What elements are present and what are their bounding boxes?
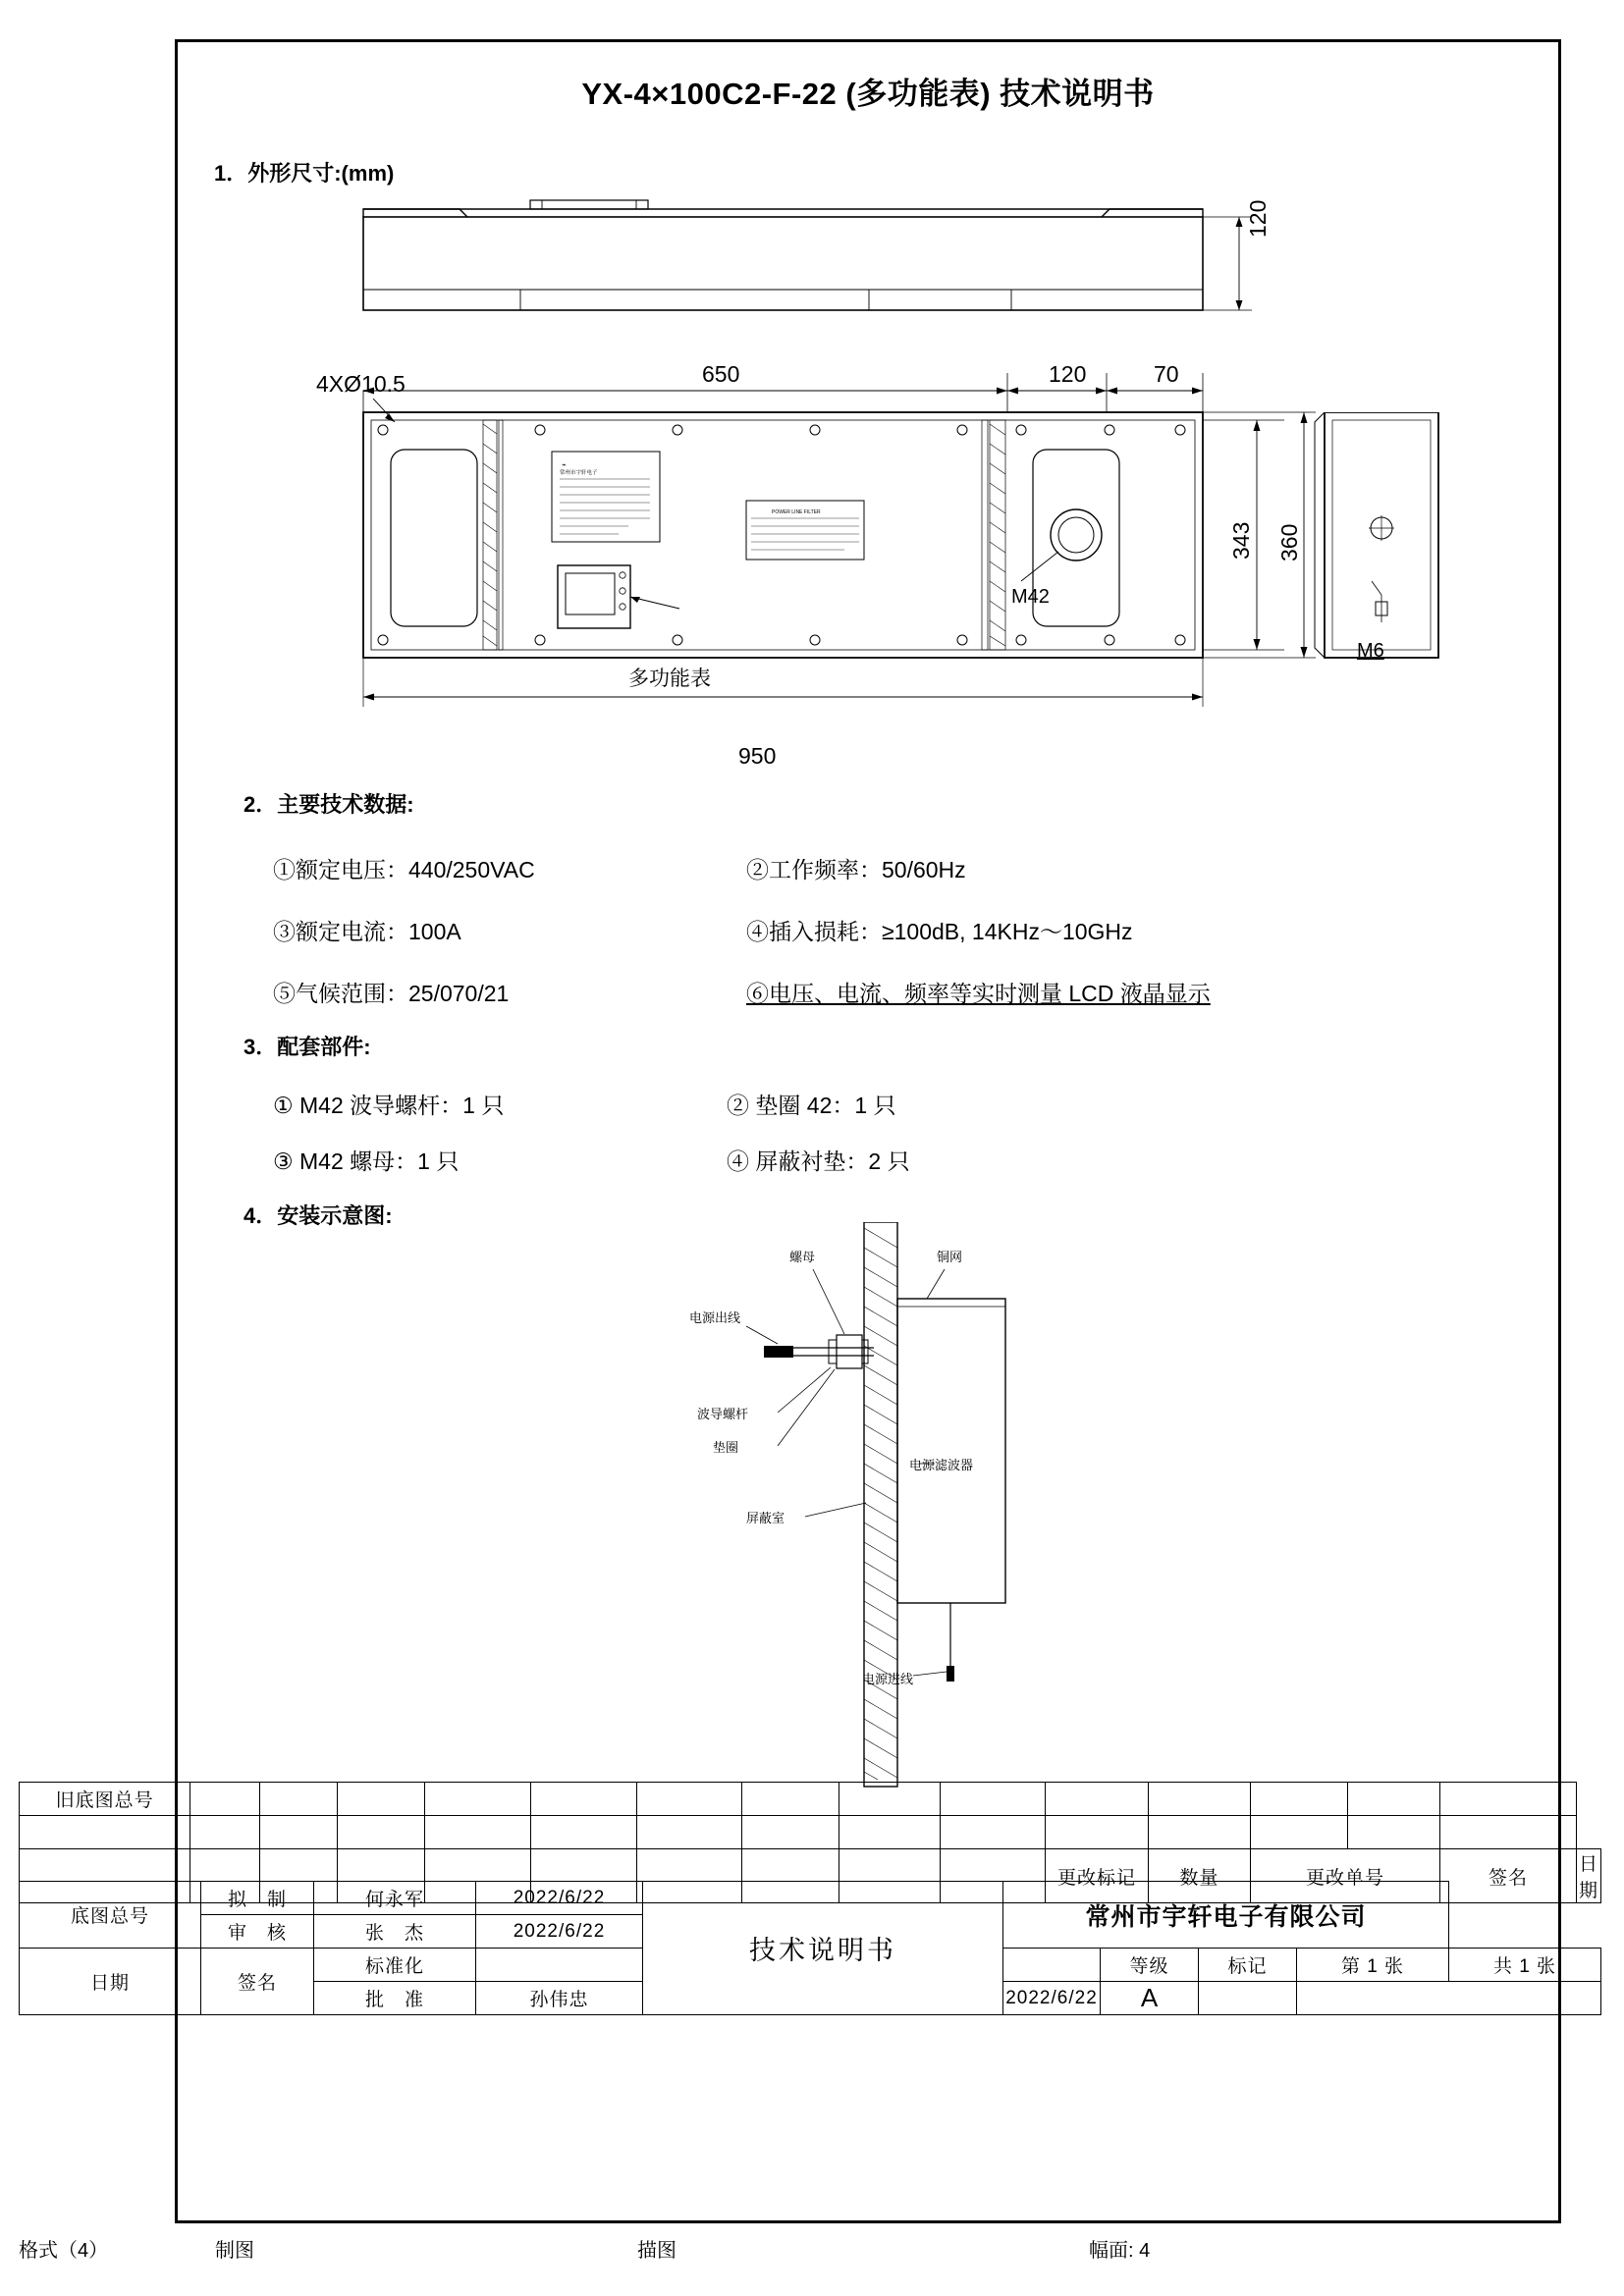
part-item-4: ④ 屏蔽衬垫：2 只	[727, 1148, 910, 1174]
cell-blank	[259, 1816, 338, 1849]
cell-blank	[20, 1816, 190, 1849]
cell-blank	[839, 1816, 940, 1849]
label-hole-spec: 4XØ10.5	[316, 371, 406, 397]
section-1-heading: 1．外形尺寸:(mm)	[214, 161, 395, 186]
svg-text:POWER LINE FILTER: POWER LINE FILTER	[772, 509, 821, 515]
cell-role-4: 批 准	[314, 1982, 476, 2015]
cell-blank	[839, 1783, 940, 1816]
cell-grade-label: 等级	[1101, 1949, 1199, 1982]
cell-blank	[1440, 1816, 1577, 1849]
tech-item-6: ⑥电压、电流、频率等实时测量 LCD 液晶显示	[746, 981, 1211, 1006]
cell-blank	[1046, 1783, 1148, 1816]
table-row	[20, 1882, 1601, 1915]
cell-date-head: 日期	[1576, 1849, 1600, 1903]
part-item-2: ② 垫圈 42：1 只	[727, 1093, 896, 1118]
footer-draw: 制图	[215, 2240, 254, 2262]
svg-text:垫圈: 垫圈	[713, 1440, 739, 1455]
cell-name-1: 何永军	[314, 1882, 476, 1915]
dim-343: 343	[1228, 521, 1254, 560]
table-row	[20, 1816, 1601, 1849]
cell-blank	[338, 1783, 425, 1816]
dim-650: 650	[702, 361, 740, 387]
dim-top-height: 120	[1245, 199, 1271, 238]
footer-format: 格式（4）	[19, 2240, 109, 2262]
part-item-1: ① M42 波导螺杆：1 只	[273, 1093, 505, 1118]
dim-120: 120	[1049, 361, 1087, 387]
cell-role-1: 拟 制	[201, 1882, 314, 1915]
svg-text:波导螺杆: 波导螺杆	[697, 1407, 749, 1421]
cell-mark-label: 标记	[1199, 1949, 1297, 1982]
cell-quantity: 数量	[1148, 1849, 1250, 1903]
footer-size: 幅面: 4	[1089, 2240, 1151, 2262]
cell-blank	[1251, 1783, 1348, 1816]
cell-blank	[338, 1816, 425, 1849]
cell-change-mark: 更改标记	[1046, 1849, 1148, 1903]
tech-item-1: ①额定电压：440/250VAC	[273, 857, 535, 882]
cell-blank	[1251, 1816, 1348, 1849]
cell-blank	[940, 1816, 1046, 1849]
label-m42: M42	[1011, 586, 1050, 608]
cell-role-2: 审 核	[201, 1915, 314, 1949]
cell-blank	[531, 1783, 637, 1816]
tech-item-4: ④插入损耗：≥100dB, 14KHz～10GHz	[746, 919, 1133, 944]
cell-old-base-no: 旧底图总号	[20, 1783, 190, 1816]
drawing-top-view	[334, 191, 1257, 329]
tech-item-2: ②工作频率：50/60Hz	[746, 857, 966, 882]
cell-signature-head: 签名	[1440, 1849, 1577, 1903]
cell-blank	[742, 1783, 839, 1816]
drawing-side-view	[1311, 412, 1468, 667]
cell-date-1: 2022/6/22	[476, 1882, 643, 1915]
footer-trace: 描图	[637, 2240, 677, 2262]
section-3-heading: 3．配套部件:	[244, 1035, 371, 1059]
cell-name-4: 孙伟忠	[476, 1982, 643, 2015]
cell-blank	[940, 1783, 1046, 1816]
cell-blank	[636, 1783, 742, 1816]
cell-name-2: 张 杰	[314, 1915, 476, 1949]
cell-blank	[1440, 1783, 1577, 1816]
page-title: YX-4×100C2-F-22 (多功能表) 技术说明书	[581, 77, 1155, 111]
svg-text:电源进线: 电源进线	[862, 1672, 914, 1686]
cell-blank	[1148, 1783, 1250, 1816]
svg-text:常州市宇轩电子: 常州市宇轩电子	[560, 470, 598, 476]
cell-company: 常州市宇轩电子有限公司	[1003, 1882, 1449, 1949]
tech-item-5: ⑤气候范围：25/070/21	[273, 981, 510, 1006]
cell-blank	[190, 1783, 259, 1816]
table-row	[20, 1783, 1601, 1816]
cell-name-3	[476, 1949, 643, 1982]
cell-change-order-no: 更改单号	[1251, 1849, 1440, 1903]
tech-item-3: ③额定电流：100A	[273, 919, 461, 944]
svg-text:电源出线: 电源出线	[689, 1310, 741, 1325]
svg-text:螺母: 螺母	[789, 1250, 816, 1264]
cell-sign-label: 签名	[201, 1949, 314, 2015]
svg-text:电源滤波器: 电源滤波器	[909, 1458, 974, 1472]
section-4-heading: 4．安装示意图:	[244, 1203, 393, 1228]
cell-blank	[425, 1783, 531, 1816]
cell-blank	[190, 1816, 259, 1849]
cell-role-3: 标准化	[314, 1949, 476, 1982]
cell-blank	[1297, 1982, 1601, 2015]
cell-blank	[531, 1816, 637, 1849]
cell-blank	[1046, 1816, 1148, 1849]
part-item-3: ③ M42 螺母：1 只	[273, 1148, 460, 1174]
dim-70: 70	[1154, 361, 1179, 387]
cell-blank	[259, 1783, 338, 1816]
cell-doc-name: 技术说明书	[643, 1882, 1003, 2015]
cell-date-3	[1003, 1949, 1101, 1982]
cell-date-label: 日期	[20, 1949, 201, 2015]
drawing-front-view	[334, 373, 1326, 785]
cell-blank	[1199, 1982, 1297, 2015]
cell-blank	[425, 1816, 531, 1849]
label-multimeter: 多功能表	[628, 667, 711, 690]
drawing-install-diagram	[687, 1222, 1159, 1791]
svg-text:屏蔽室: 屏蔽室	[746, 1511, 785, 1525]
label-m6: M6	[1357, 640, 1384, 662]
section-2-heading: 2．主要技术数据:	[244, 792, 414, 817]
cell-total-sheets: 共 1 张	[1449, 1949, 1601, 1982]
cell-date-4: 2022/6/22	[1003, 1982, 1101, 2015]
dim-950: 950	[738, 743, 777, 769]
cell-blank	[1347, 1816, 1439, 1849]
cell-blank	[742, 1816, 839, 1849]
cell-sheet: 第 1 张	[1297, 1949, 1449, 1982]
cell-blank	[1148, 1816, 1250, 1849]
dim-360: 360	[1276, 523, 1302, 561]
svg-text:⌁: ⌁	[562, 460, 567, 469]
svg-text:铜网: 铜网	[937, 1250, 963, 1264]
cell-grade-value: A	[1101, 1982, 1199, 2015]
cell-date-2: 2022/6/22	[476, 1915, 643, 1949]
cell-base-no: 底图总号	[20, 1882, 201, 1949]
cell-blank	[636, 1816, 742, 1849]
title-block-lower	[19, 1881, 1601, 2015]
cell-blank	[1347, 1783, 1439, 1816]
